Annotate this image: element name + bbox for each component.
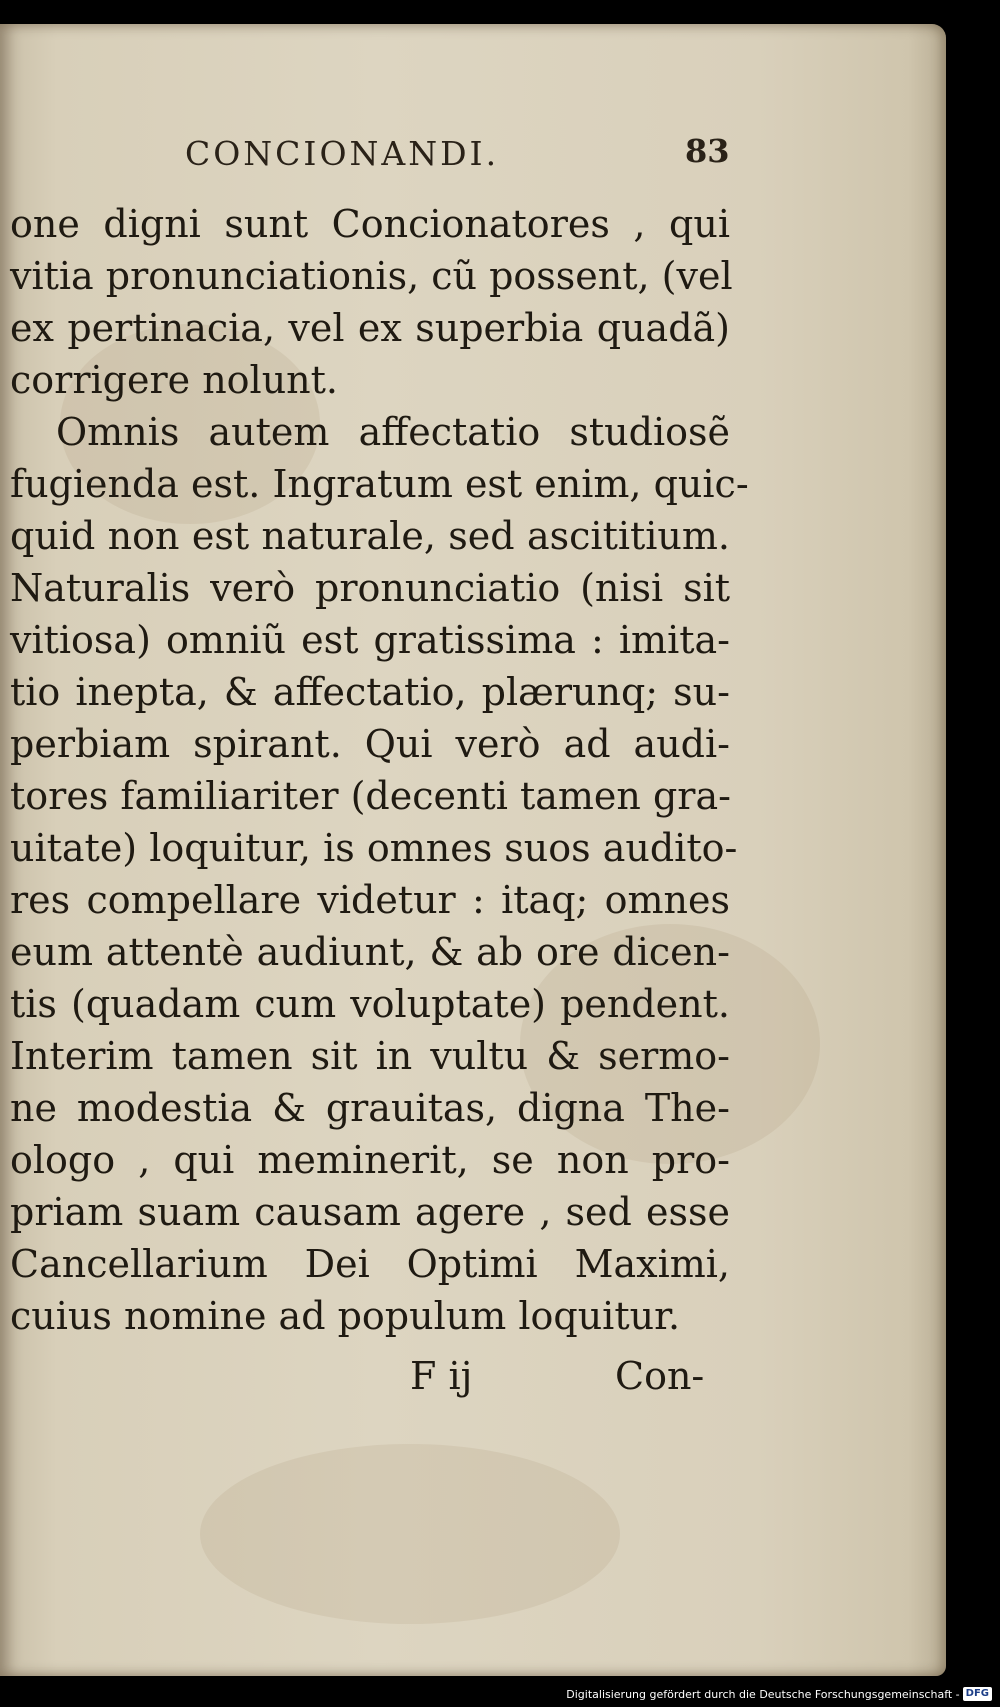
paper-stain xyxy=(200,1444,620,1624)
text-line: quid non est naturale, sed ascititium. xyxy=(10,514,730,558)
page-foot xyxy=(410,1354,730,1414)
text-line: ologo , qui meminerit, se non pro- xyxy=(10,1138,730,1182)
running-head: CONCIONANDI. xyxy=(185,134,500,173)
text-line: Cancellarium Dei Optimi Maximi, xyxy=(10,1242,730,1286)
text-line: res compellare videtur : itaq; omnes xyxy=(10,878,730,922)
body-text xyxy=(10,198,749,1342)
dfg-logo: DFG xyxy=(963,1687,992,1701)
text-line: tio inepta, & affectatio, plærunq; su- xyxy=(10,670,730,714)
text-line: Omnis autem affectatio studiosẽ xyxy=(56,410,730,454)
text-line: fugienda est. Ingratum est enim, quic- xyxy=(10,462,749,506)
catchword: Con- xyxy=(615,1354,705,1398)
credit-text: Digitalisierung gefördert durch die Deutsche Forschungsgemeinschaft - xyxy=(566,1687,960,1701)
text-line: vitiosa) omniũ est gratissima : imita- xyxy=(10,618,730,662)
page-number: 83 xyxy=(685,132,730,170)
text-line: corrigere nolunt. xyxy=(10,358,338,402)
text-line: Naturalis verò pronunciatio (nisi sit xyxy=(10,566,730,610)
text-line: vitia pronunciationis, cũ possent, (vel xyxy=(10,254,733,298)
text-line: one digni sunt Concionatores , qui xyxy=(10,202,730,246)
text-line: perbiam spirant. Qui verò ad audi- xyxy=(10,722,730,766)
text-line: cuius nomine ad populum loquitur. xyxy=(10,1294,681,1338)
page-header xyxy=(185,120,730,180)
text-line: eum attentè audiunt, & ab ore dicen- xyxy=(10,930,730,974)
signature-mark: F ij xyxy=(410,1354,473,1398)
text-line: priam suam causam agere , sed esse xyxy=(10,1190,730,1234)
text-line: ex pertinacia, vel ex superbia quadã) xyxy=(10,306,730,350)
digitization-credit xyxy=(566,1687,992,1701)
text-line: Interim tamen sit in vultu & sermo- xyxy=(10,1034,730,1078)
text-line: uitate) loquitur, is omnes suos audito- xyxy=(10,826,738,870)
text-line: tis (quadam cum voluptate) pendent. xyxy=(10,982,730,1026)
text-line: tores familiariter (decenti tamen gra- xyxy=(10,774,731,818)
book-page xyxy=(0,24,946,1676)
text-line: ne modestia & grauitas, digna The- xyxy=(10,1086,730,1130)
